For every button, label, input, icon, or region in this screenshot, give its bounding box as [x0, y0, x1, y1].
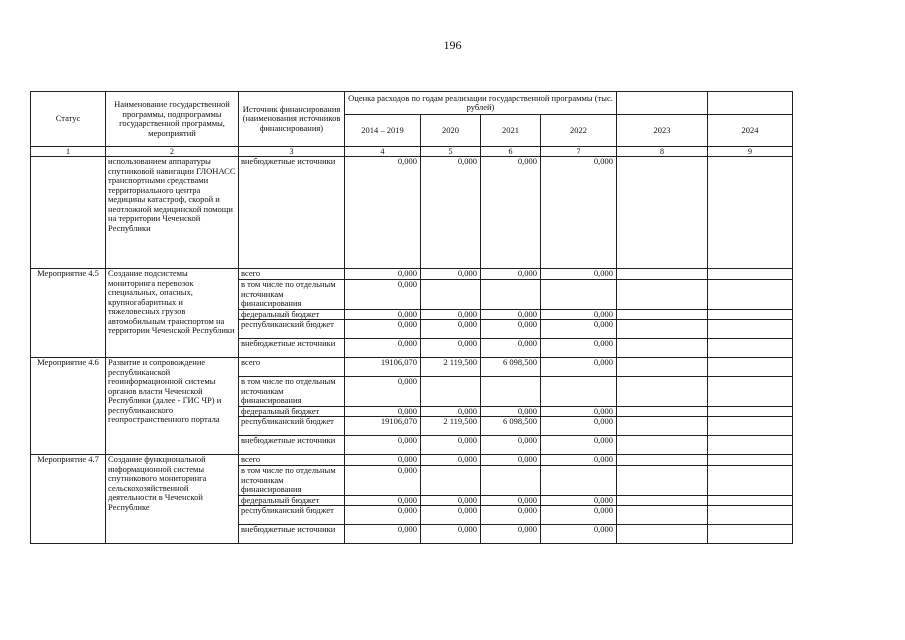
source-cell: республиканский бюджет — [239, 417, 345, 436]
value-cell: 2 119,500 — [421, 358, 481, 377]
source-cell: внебюджетные источники — [239, 525, 345, 544]
col-index: 8 — [617, 147, 708, 157]
value-cell: 0,000 — [421, 269, 481, 280]
value-cell — [617, 309, 708, 320]
value-cell: 0,000 — [541, 417, 617, 436]
value-cell: 0,000 — [481, 269, 541, 280]
value-cell — [617, 417, 708, 436]
value-cell: 0,000 — [421, 157, 481, 269]
value-cell: 2 119,500 — [421, 417, 481, 436]
value-cell — [617, 406, 708, 417]
value-cell: 0,000 — [421, 525, 481, 544]
value-cell — [617, 320, 708, 339]
value-cell — [617, 269, 708, 280]
name-cell: использованием аппаратуры спутниковой навигации ГЛОНАСС транспортными средствами территориального центра медицины катастроф, скорой и неотложной медицинской помощи на территории Чеченской Республики — [106, 157, 239, 269]
value-cell: 0,000 — [421, 339, 481, 358]
col-index: 1 — [31, 147, 106, 157]
value-cell — [617, 339, 708, 358]
col-index: 2 — [106, 147, 239, 157]
value-cell — [421, 466, 481, 496]
header-year: 2021 — [481, 115, 541, 147]
value-cell — [481, 377, 541, 407]
value-cell — [421, 377, 481, 407]
header-year: 2022 — [541, 115, 617, 147]
value-cell — [481, 280, 541, 310]
name-cell: Создание функциональной информационной системы спутникового мониторинга сельскохозяйственной деятельности в Чеченской Республике — [106, 455, 239, 544]
value-cell: 0,000 — [541, 525, 617, 544]
value-cell: 0,000 — [541, 455, 617, 466]
value-cell: 19106,070 — [345, 358, 421, 377]
value-cell — [708, 309, 793, 320]
header-year: 2014 – 2019 — [345, 115, 421, 147]
col-index: 4 — [345, 147, 421, 157]
value-cell: 0,000 — [345, 280, 421, 310]
value-cell: 19106,070 — [345, 417, 421, 436]
value-cell: 0,000 — [481, 309, 541, 320]
value-cell: 0,000 — [541, 358, 617, 377]
header-year: 2020 — [421, 115, 481, 147]
value-cell — [617, 157, 708, 269]
status-cell — [31, 157, 106, 269]
value-cell: 0,000 — [481, 339, 541, 358]
header-name: Наименование государственной программы, подпрограммы государственной программы, мероприятий — [106, 92, 239, 147]
value-cell: 0,000 — [481, 506, 541, 525]
source-cell: в том числе по отдельным источникам финансирования — [239, 466, 345, 496]
header-year: 2023 — [617, 115, 708, 147]
value-cell — [617, 436, 708, 455]
header-status: Статус — [31, 92, 106, 147]
value-cell — [708, 280, 793, 310]
value-cell: 0,000 — [541, 309, 617, 320]
source-cell: федеральный бюджет — [239, 495, 345, 506]
value-cell — [481, 466, 541, 496]
header-year: 2024 — [708, 115, 793, 147]
value-cell: 0,000 — [345, 339, 421, 358]
value-cell — [708, 455, 793, 466]
source-cell: в том числе по отдельным источникам финансирования — [239, 377, 345, 407]
col-index: 3 — [239, 147, 345, 157]
source-cell: федеральный бюджет — [239, 406, 345, 417]
value-cell — [708, 157, 793, 269]
value-cell: 0,000 — [481, 157, 541, 269]
value-cell — [541, 377, 617, 407]
value-cell — [708, 525, 793, 544]
value-cell — [617, 280, 708, 310]
status-cell: Мероприятие 4.7 — [31, 455, 106, 544]
value-cell: 0,000 — [481, 455, 541, 466]
value-cell — [617, 377, 708, 407]
value-cell: 0,000 — [541, 157, 617, 269]
value-cell: 0,000 — [541, 339, 617, 358]
status-cell: Мероприятие 4.5 — [31, 269, 106, 358]
value-cell — [708, 495, 793, 506]
value-cell: 6 098,500 — [481, 417, 541, 436]
header-blank-8 — [617, 92, 708, 115]
value-cell: 0,000 — [421, 506, 481, 525]
value-cell: 0,000 — [345, 466, 421, 496]
value-cell — [617, 495, 708, 506]
page-number: 196 — [443, 38, 462, 52]
value-cell: 0,000 — [345, 269, 421, 280]
value-cell: 0,000 — [421, 455, 481, 466]
value-cell: 0,000 — [541, 406, 617, 417]
value-cell — [708, 269, 793, 280]
value-cell: 0,000 — [421, 495, 481, 506]
value-cell: 0,000 — [541, 320, 617, 339]
col-index: 6 — [481, 147, 541, 157]
value-cell — [617, 455, 708, 466]
value-cell — [708, 406, 793, 417]
table-row — [31, 157, 793, 269]
value-cell — [708, 339, 793, 358]
value-cell: 0,000 — [481, 495, 541, 506]
value-cell: 0,000 — [345, 495, 421, 506]
col-index: 9 — [708, 147, 793, 157]
value-cell: 0,000 — [345, 455, 421, 466]
value-cell: 0,000 — [345, 377, 421, 407]
value-cell — [708, 377, 793, 407]
col-index: 7 — [541, 147, 617, 157]
source-cell: внебюджетные источники — [239, 339, 345, 358]
source-cell: в том числе по отдельным источникам финансирования — [239, 280, 345, 310]
source-cell: республиканский бюджет — [239, 506, 345, 525]
value-cell: 0,000 — [421, 436, 481, 455]
source-cell: федеральный бюджет — [239, 309, 345, 320]
value-cell — [421, 280, 481, 310]
table-row — [31, 269, 793, 280]
value-cell — [617, 358, 708, 377]
col-index: 5 — [421, 147, 481, 157]
name-cell: Создание подсистемы мониторинга перевозок специальных, опасных, крупногабаритных и тяжеловесных грузов автомобильным транспортом на территории Чеченской Республики — [106, 269, 239, 358]
table-row — [31, 455, 793, 466]
header-estimate: Оценка расходов по годам реализации государственной программы (тыс. рублей) — [345, 92, 617, 115]
value-cell: 0,000 — [345, 525, 421, 544]
table-row — [31, 358, 793, 377]
value-cell: 0,000 — [421, 309, 481, 320]
value-cell — [708, 436, 793, 455]
value-cell: 0,000 — [345, 320, 421, 339]
value-cell: 0,000 — [481, 436, 541, 455]
value-cell — [708, 506, 793, 525]
value-cell: 0,000 — [345, 506, 421, 525]
value-cell: 0,000 — [541, 436, 617, 455]
header-source: Источник финансирования (наименования источников финансирования) — [239, 92, 345, 147]
value-cell — [541, 280, 617, 310]
value-cell: 0,000 — [345, 309, 421, 320]
value-cell — [617, 525, 708, 544]
value-cell: 0,000 — [481, 406, 541, 417]
value-cell: 0,000 — [345, 157, 421, 269]
source-cell: всего — [239, 269, 345, 280]
header-blank-9 — [708, 92, 793, 115]
source-cell: всего — [239, 455, 345, 466]
value-cell: 0,000 — [421, 406, 481, 417]
value-cell: 6 098,500 — [481, 358, 541, 377]
name-cell: Развитие и сопровождение республиканской геоинформационной системы органов власти Чеченской Республики (далее - ГИС ЧР) и республиканского геопространственного портала — [106, 358, 239, 455]
value-cell — [708, 320, 793, 339]
value-cell: 0,000 — [345, 436, 421, 455]
value-cell — [617, 506, 708, 525]
value-cell — [541, 466, 617, 496]
source-cell: республиканский бюджет — [239, 320, 345, 339]
value-cell — [708, 466, 793, 496]
budget-table — [30, 91, 793, 544]
value-cell — [708, 358, 793, 377]
value-cell: 0,000 — [541, 506, 617, 525]
source-cell: всего — [239, 358, 345, 377]
value-cell — [617, 466, 708, 496]
source-cell: внебюджетные источники — [239, 436, 345, 455]
source-cell: внебюджетные источники — [239, 157, 345, 269]
value-cell: 0,000 — [421, 320, 481, 339]
status-cell: Мероприятие 4.6 — [31, 358, 106, 455]
value-cell: 0,000 — [481, 320, 541, 339]
value-cell: 0,000 — [541, 269, 617, 280]
value-cell — [708, 417, 793, 436]
value-cell: 0,000 — [481, 525, 541, 544]
value-cell: 0,000 — [345, 406, 421, 417]
value-cell: 0,000 — [541, 495, 617, 506]
